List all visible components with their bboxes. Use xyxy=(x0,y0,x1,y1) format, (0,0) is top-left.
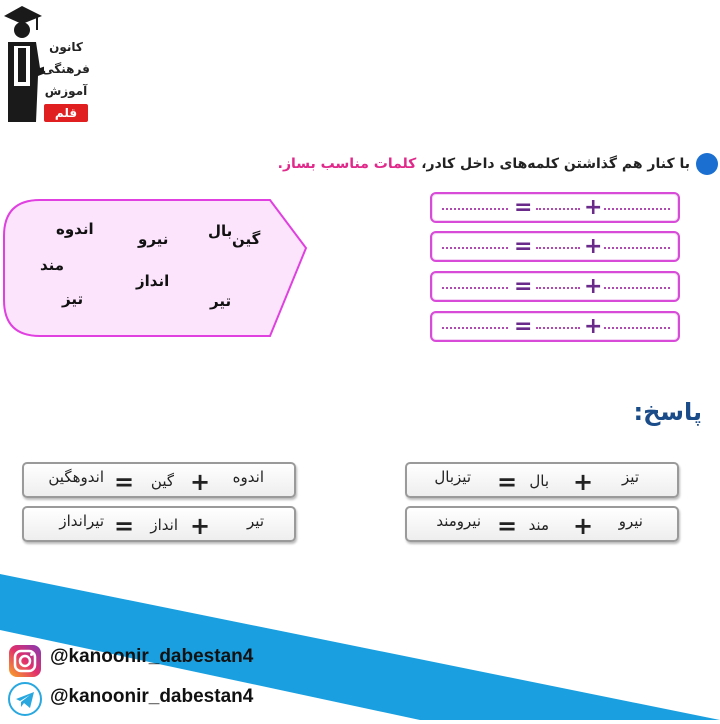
equals-sign: = xyxy=(514,195,533,220)
blank-line xyxy=(604,287,670,289)
instruction-highlight: کلمات مناسب بساز. xyxy=(277,156,417,172)
word-item: بال xyxy=(208,222,233,240)
logo-line-3: آموزش xyxy=(44,84,88,98)
word-item: تیز xyxy=(62,290,84,308)
answer-part-a: اندوه xyxy=(232,468,264,486)
blank-line xyxy=(604,247,670,249)
answer-row xyxy=(22,506,296,542)
equals-sign: = xyxy=(514,274,533,299)
blank-line xyxy=(536,327,580,329)
answer-row xyxy=(22,462,296,498)
instagram-icon xyxy=(8,644,42,678)
exercise-row[interactable] xyxy=(430,231,680,262)
logo-line-1: کانون xyxy=(49,40,83,54)
word-item: تیر xyxy=(210,292,232,310)
question-bullet xyxy=(696,153,718,175)
blank-line xyxy=(536,287,580,289)
instagram-row[interactable] xyxy=(0,640,300,684)
blank-line xyxy=(536,208,580,210)
word-item: نیرو xyxy=(138,230,169,248)
word-item: مند xyxy=(40,256,65,274)
plus-sign: + xyxy=(584,195,603,220)
answer-part-b: انداز xyxy=(150,516,178,534)
plus-sign: + xyxy=(584,274,603,299)
plus-sign: + xyxy=(573,468,594,496)
equals-sign: = xyxy=(497,468,518,496)
plus-sign: + xyxy=(190,512,211,540)
answer-result: تیرانداز xyxy=(59,512,104,530)
telegram-handle[interactable]: @kanoonir_dabestan4 xyxy=(50,686,254,707)
answer-part-a: تیر xyxy=(247,512,264,530)
telegram-icon xyxy=(8,682,42,716)
blank-line xyxy=(604,208,670,210)
plus-sign: + xyxy=(573,512,594,540)
answer-part-b: گین xyxy=(150,472,174,490)
answer-row xyxy=(405,462,679,498)
telegram-row[interactable] xyxy=(0,680,300,724)
answer-heading: پاسخ: xyxy=(633,398,702,426)
equals-sign: = xyxy=(114,468,135,496)
answer-part-b: بال xyxy=(529,472,549,490)
exercise-row[interactable] xyxy=(430,311,680,342)
instruction-main: با کنار هم گذاشتن کلمه‌های داخل کادر، xyxy=(421,156,690,172)
graduate-figure-icon xyxy=(0,2,44,126)
word-item: انداز xyxy=(136,272,170,290)
blank-line xyxy=(442,287,508,289)
word-item: اندوه xyxy=(56,220,94,238)
blank-line xyxy=(442,327,508,329)
blank-line xyxy=(442,208,508,210)
blank-line xyxy=(604,327,670,329)
logo-line-2: فرهنگی xyxy=(42,62,90,76)
logo-badge: قلم چی xyxy=(44,104,88,122)
plus-sign: + xyxy=(190,468,211,496)
answer-part-a: نیرو xyxy=(618,512,643,530)
plus-sign: + xyxy=(584,234,603,259)
answer-row xyxy=(405,506,679,542)
exercise-row[interactable] xyxy=(430,271,680,302)
equals-sign: = xyxy=(514,314,533,339)
exercise-row[interactable] xyxy=(430,192,680,223)
answer-result: نیرومند xyxy=(436,512,481,530)
blank-line xyxy=(442,247,508,249)
answer-part-b: مند xyxy=(528,516,549,534)
equals-sign: = xyxy=(514,234,533,259)
answer-result: تیزبال xyxy=(434,468,471,486)
answer-result: اندوهگین xyxy=(48,468,104,486)
kanoon-logo xyxy=(0,0,100,138)
equals-sign: = xyxy=(497,512,518,540)
blank-line xyxy=(536,247,580,249)
answer-part-a: تیز xyxy=(622,468,639,486)
word-box xyxy=(0,198,310,340)
equals-sign: = xyxy=(114,512,135,540)
word-item: گین xyxy=(232,230,261,248)
question-instruction xyxy=(278,156,690,172)
plus-sign: + xyxy=(584,314,603,339)
instagram-handle[interactable]: @kanoonir_dabestan4 xyxy=(50,646,254,667)
